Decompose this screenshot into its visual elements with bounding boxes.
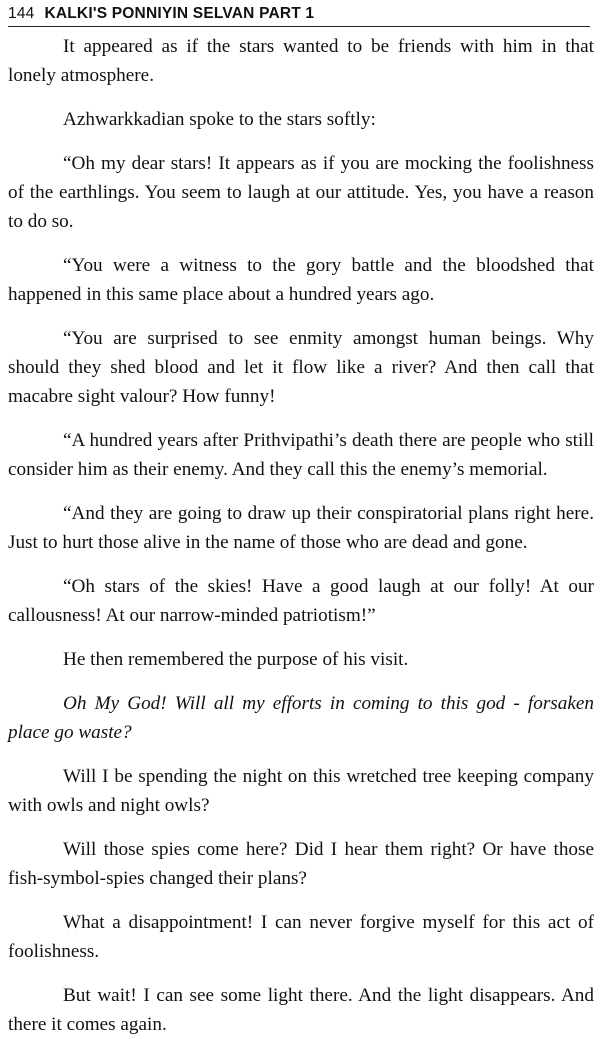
paragraph-14: But wait! I can see some light there. And the light disappears. And there it comes again. (8, 985, 594, 1035)
paragraph-4: “You were a witness to the gory battle and the bloodshed that happened in this same place about a hundred years ago. (8, 255, 594, 305)
paragraph-10-italic-thought: Oh My God! Will all my efforts in coming to this god - forsaken place go waste? (8, 693, 594, 743)
book-title: KALKI'S PONNIYIN SELVAN PART 1 (44, 5, 315, 22)
paragraph-1: It appeared as if the stars wanted to be friends with him in that lonely atmosphere. (8, 36, 594, 86)
paragraph-5: “You are surprised to see enmity amongst human beings. Why should they shed blood and let it flow like a river? And then call that macabre sight valour? How funny! (8, 328, 594, 407)
paragraph-13: What a disappointment! I can never forgive myself for this act of foolishness. (8, 912, 594, 962)
paragraph-2: Azhwarkkadian spoke to the stars softly: (63, 109, 376, 130)
body-text (8, 32, 594, 1039)
paragraph-11: Will I be spending the night on this wretched tree keeping company with owls and night owls? (8, 766, 594, 816)
running-head (8, 3, 590, 27)
paragraph-3: “Oh my dear stars! It appears as if you are mocking the foolishness of the earthlings. You seem to laugh at our attitude. Yes, you have a reason to do so. (8, 153, 594, 232)
paragraph-6: “A hundred years after Prithvipathi’s death there are people who still consider him as their enemy. And they call this the enemy’s memorial. (8, 430, 594, 480)
page-number: 144 (8, 5, 35, 22)
paragraph-9: He then remembered the purpose of his visit. (63, 649, 409, 670)
paragraph-8: “Oh stars of the skies! Have a good laugh at our folly! At our callousness! At our narrow-minded patriotism!” (8, 576, 594, 626)
paragraph-12: Will those spies come here? Did I hear them right? Or have those fish-symbol-spies changed their plans? (8, 839, 594, 889)
paragraph-7: “And they are going to draw up their conspiratorial plans right here. Just to hurt those alive in the name of those who are dead and gone. (8, 503, 594, 553)
